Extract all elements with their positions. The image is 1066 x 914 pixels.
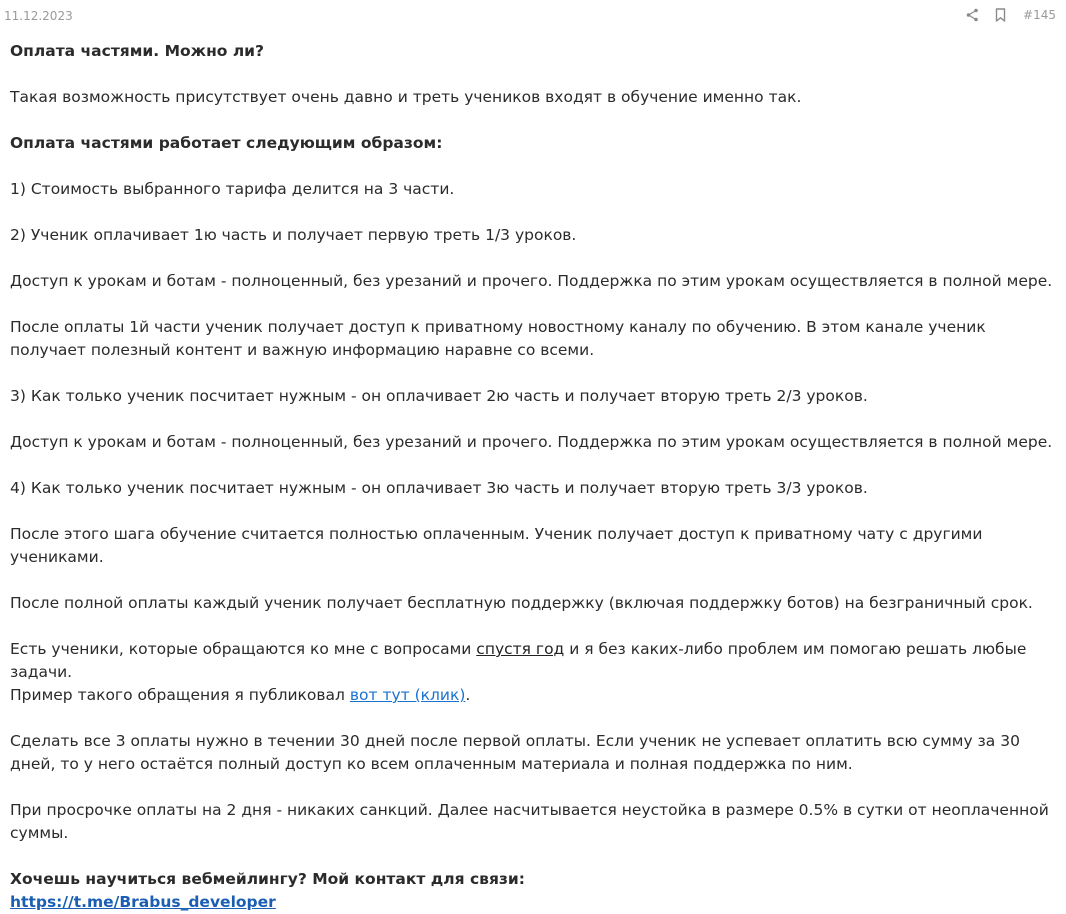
after-full-paragraph: После полной оплаты каждый ученик получает бесплатную поддержку (включая поддержку ботов) на безграничный срок. [10, 594, 1033, 612]
after-step-paragraph: После этого шага обучение считается полностью оплаченным. Ученик получает доступ к приватному чату с другими учениками. [10, 525, 983, 566]
post-body [10, 40, 1060, 914]
step-3: 3) Как только ученик посчитает нужным - он оплачивает 2ю часть и получает вторую треть 2/3 уроков. [10, 387, 868, 405]
students-text-2: и я без каких-либо проблем им помогаю решать любые задачи. [10, 640, 1027, 681]
step-2: 2) Ученик оплачивает 1ю часть и получает первую треть 1/3 уроков. [10, 226, 577, 244]
section-subtitle: Оплата частями работает следующим образом: [10, 134, 443, 152]
step-4: 4) Как только ученик посчитает нужным - он оплачивает 3ю часть и получает вторую треть 3/3 уроков. [10, 479, 868, 497]
access-paragraph-2: Доступ к урокам и ботам - полноценный, без урезаний и прочего. Поддержка по этим урокам осуществляется в полной мере. [10, 433, 1053, 451]
post-actions [965, 7, 1056, 23]
post-id: #145 [1023, 8, 1056, 22]
cta-text: Хочешь научиться вебмейлингу? Мой контакт для связи: [10, 870, 525, 888]
one-year-later-link[interactable]: спустя год [476, 640, 565, 658]
students-paragraph [10, 638, 1060, 707]
contact-block [10, 868, 1060, 914]
post-date: 11.12.2023 [4, 9, 73, 23]
post-header [0, 0, 1066, 32]
deadline-paragraph: Сделать все 3 оплаты нужно в течении 30 дней после первой оплаты. Если ученик не успевает оплатить всю сумму за 30 дней, то у него остаётся полный доступ ко всем оплаченным материала и полная поддержка по ним. [10, 732, 1020, 773]
step-1: 1) Стоимость выбранного тарифа делится на 3 части. [10, 180, 455, 198]
bookmark-icon[interactable] [993, 7, 1007, 23]
example-text-2: . [465, 686, 471, 704]
after-first-paragraph: После оплаты 1й части ученик получает доступ к приватному новостному каналу по обучению. В этом канале ученик получает полезный контент и важную информацию наравне со всеми. [10, 318, 986, 359]
intro-paragraph: Такая возможность присутствует очень давно и треть учеников входят в обучение именно так. [10, 88, 802, 106]
example-text-1: Пример такого обращения я публиковал [10, 686, 350, 704]
students-text-1: Есть ученики, которые обращаются ко мне с вопросами [10, 640, 477, 658]
post-title: Оплата частями. Можно ли? [10, 42, 265, 60]
access-paragraph-1: Доступ к урокам и ботам - полноценный, без урезаний и прочего. Поддержка по этим урокам осуществляется в полной мере. [10, 272, 1053, 290]
telegram-contact-link[interactable]: https://t.me/Brabus_developer [10, 893, 276, 911]
share-icon[interactable] [965, 7, 979, 23]
overdue-paragraph: При просрочке оплаты на 2 дня - никаких санкций. Далее насчитывается неустойка в размере 0.5% в сутки от неоплаченной суммы. [10, 801, 1049, 842]
example-link[interactable]: вот тут (клик) [349, 686, 466, 704]
